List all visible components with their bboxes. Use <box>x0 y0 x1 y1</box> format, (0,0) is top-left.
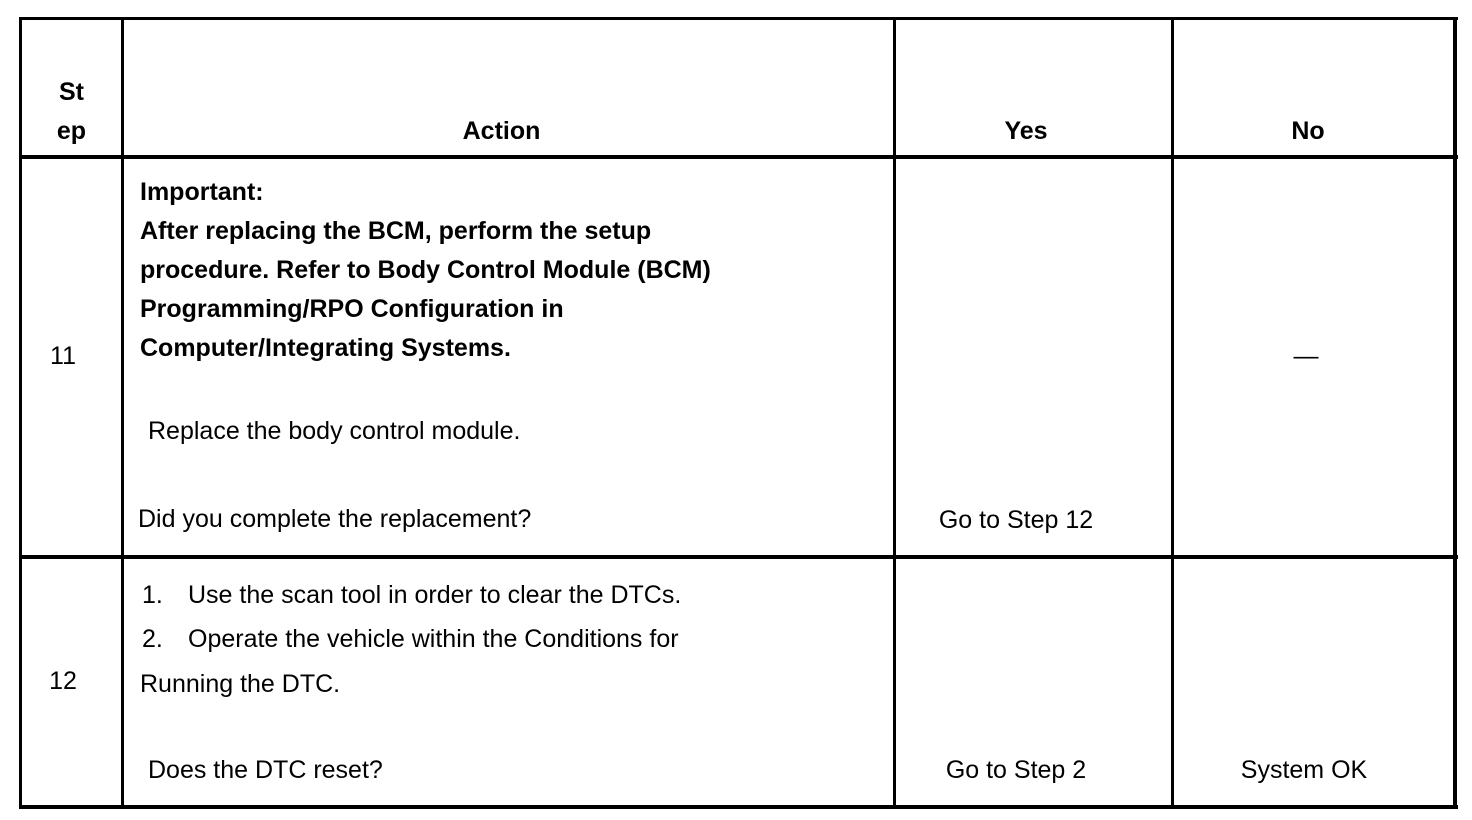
important-line: After replacing the BCM, perform the setup <box>140 217 652 245</box>
header-step-line1: St <box>59 78 84 106</box>
yes-result: Go to Step 12 <box>938 506 1094 534</box>
step-number: 12 <box>49 667 77 695</box>
table-border-right <box>1453 17 1457 809</box>
list-item-number: 1. <box>142 581 163 609</box>
header-step-line2: ep <box>56 117 87 145</box>
question-text: Does the DTC reset? <box>148 756 383 784</box>
list-item-text: Use the scan tool in order to clear the DTCs. <box>188 581 682 609</box>
yes-result: Go to Step 2 <box>945 756 1087 784</box>
header-yes: Yes <box>1004 117 1048 145</box>
question-text: Did you complete the replacement? <box>138 505 532 533</box>
table-border-bottom <box>19 805 1458 809</box>
important-label: Important: <box>140 178 264 206</box>
list-item-text: Operate the vehicle within the Conditions for <box>188 625 679 653</box>
list-continuation: Running the DTC. <box>140 670 341 698</box>
instruction-text: Replace the body control module. <box>148 417 521 445</box>
list-item-number: 2. <box>142 625 163 653</box>
no-result: System OK <box>1240 756 1368 784</box>
step-number: 11 <box>50 342 76 370</box>
table-border-top <box>19 17 1458 20</box>
no-result: — <box>1293 342 1319 370</box>
header-no: No <box>1291 117 1325 145</box>
header-divider <box>19 155 1458 159</box>
important-line: Computer/Integrating Systems. <box>140 334 511 362</box>
row-divider <box>19 555 1458 559</box>
header-action: Action <box>462 117 541 145</box>
important-line: Programming/RPO Configuration in <box>140 295 564 323</box>
important-line: procedure. Refer to Body Control Module (BCM) <box>140 256 711 284</box>
